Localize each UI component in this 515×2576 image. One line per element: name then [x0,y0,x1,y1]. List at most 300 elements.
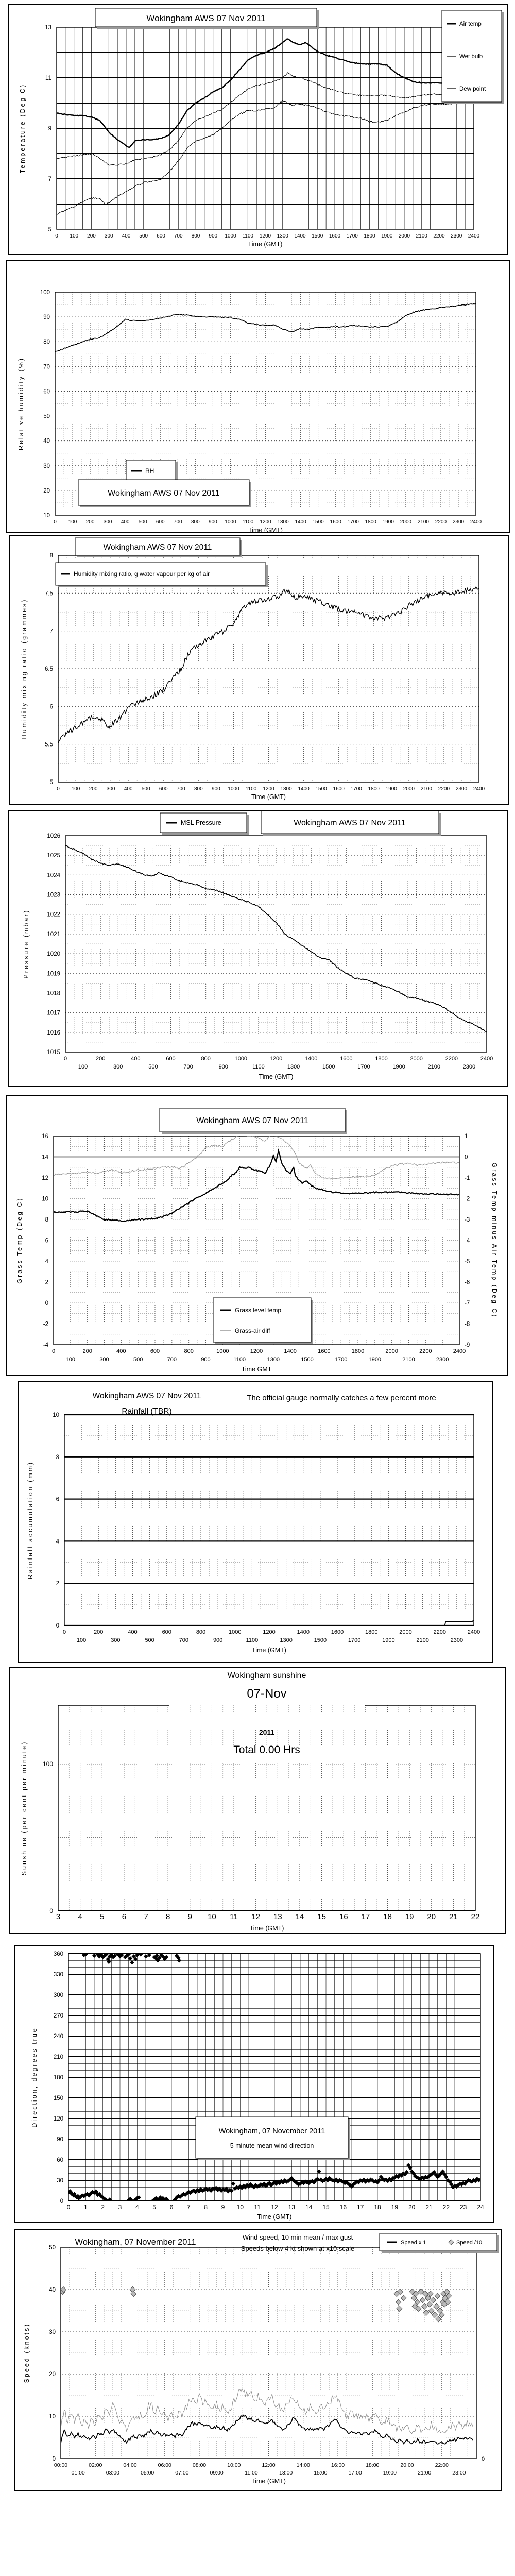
x-tick-label: 2000 [398,233,410,239]
y-tick-label: 16 [42,1133,48,1140]
x-tick-label: 4 [135,2204,139,2211]
x-tick-label: 2200 [433,1629,446,1635]
y-tick-label: -4 [43,1342,48,1348]
x-tick-label: 500 [141,786,150,792]
panel-border [8,810,508,1087]
x-tick-label: 5 [152,2204,157,2211]
y-tick-label: 1019 [47,971,60,977]
x-tick-label: 12 [271,2204,278,2211]
y-tick-label: 60 [57,2157,63,2163]
x-tick-label: 2400 [480,1056,493,1062]
x-tick-label: 0 [63,1056,67,1062]
chart-svg-wind-direction [14,1945,494,2223]
x-tick-label: 800 [191,519,200,525]
legend-label: Air temp [459,21,482,27]
legend-label: RH [145,467,154,474]
y-tick-label: 7 [49,628,53,635]
x-tick-label: 1300 [267,1357,280,1363]
x-tick-label: 2300 [452,519,465,525]
x-tick-label: 09:00 [210,2470,224,2476]
x-tick-label: 2000 [399,1629,412,1635]
chart-svg-sunshine [9,1667,506,1934]
x-tick-label: 1800 [368,786,380,792]
x-tick-label: 300 [104,233,113,239]
x-tick-label: 23 [459,2204,467,2211]
x-tick-label: 21 [449,1912,458,1921]
x-tick-label: 1800 [364,233,375,239]
y-tick-label: 1022 [47,911,60,918]
x-tick-label: 12:00 [262,2462,276,2468]
x-tick-label: 500 [145,1637,154,1643]
y2-tick-label: -8 [465,1321,470,1328]
x-tick-label: 9 [221,2204,225,2211]
y2-tick-label: -9 [465,1342,470,1348]
x-tick-label: 10 [236,2204,244,2211]
legend-label: MSL Pressure [181,819,221,826]
x-tick-label: 21:00 [417,2470,432,2476]
x-tick-label: 16 [339,2204,347,2211]
x-tick-label: 3 [118,2204,122,2211]
y-tick-label: 30 [43,463,50,469]
y-tick-label: 9 [48,126,52,132]
x-tick-label: 08:00 [192,2462,207,2468]
y-tick-label: 70 [43,364,50,370]
x-tick-label: 0 [52,1348,56,1354]
x-tick-label: 400 [124,786,133,792]
y-tick-label: 1018 [47,990,60,997]
x-tick-label: 700 [173,519,182,525]
chart-svg-grass-temp [6,1095,508,1376]
x-tick-label: 800 [201,1056,211,1062]
x-axis-title: Time (GMT) [251,793,286,801]
x-tick-label: 700 [176,786,185,792]
chart-svg-relative-humidity [6,260,510,533]
chart-title: Wokingham, 07 November 2011 [75,2238,196,2247]
x-tick-label: 1700 [346,233,358,239]
x-tick-label: 18 [374,2204,381,2211]
x-tick-label: 06:00 [158,2462,171,2468]
y-tick-label: 7.5 [45,590,53,597]
x-tick-label: 1700 [348,1637,361,1643]
x-tick-label: 1600 [333,786,345,792]
x-tick-label: 1800 [375,1056,388,1062]
x-tick-label: 0 [54,519,57,525]
panel-border [8,5,508,255]
y-tick-label: 80 [43,339,50,346]
x-tick-label: 1700 [334,1357,348,1363]
x-tick-label: 1200 [263,786,274,792]
x-tick-label: 2000 [410,1056,423,1062]
x-tick-label: 1000 [228,786,239,792]
x-tick-label: 1200 [259,233,271,239]
x-tick-label: 8 [165,1912,170,1921]
y-tick-label: 8 [56,1454,59,1461]
legend-label: Speed /10 [456,2240,483,2246]
chart-panel-relative-humidity [6,260,510,536]
y-tick-label: 60 [43,388,50,395]
x-tick-label: 0 [55,233,58,239]
y-tick-label: 6 [49,704,53,710]
x-tick-label: 1300 [277,519,289,525]
x-tick-label: 1100 [252,1064,265,1070]
x-tick-label: 200 [89,786,98,792]
x-tick-label: 2200 [435,519,447,525]
y-tick-label: 7 [48,176,52,182]
x-tick-label: 21 [425,2204,433,2211]
x-tick-label: 2 [101,2204,105,2211]
chart-svg-wind-speed [14,2229,502,2491]
x-tick-label: 1000 [225,519,236,525]
x-tick-label: 1000 [225,233,236,239]
chart-title: Wokingham AWS 07 Nov 2011 [196,1116,308,1125]
y-tick-label: 1020 [47,951,60,958]
x-tick-label: 300 [106,786,115,792]
panel-border [15,2230,502,2490]
y-tick-label: 1025 [47,853,60,859]
x-tick-label: 100 [76,1637,87,1643]
chart-title: Wokingham AWS 07 Nov 2011 [103,543,212,552]
x-tick-label: 19:00 [383,2470,397,2476]
x-tick-label: 1100 [233,1357,246,1363]
y-axis-title: Sunshine (per cent per minute) [21,1740,28,1876]
y-tick-label: 2 [56,1581,59,1587]
x-tick-label: 900 [201,1357,211,1363]
y-axis-title: Humidity mixing ratio (grammes) [21,598,28,739]
y-tick-label: 360 [53,1951,63,1957]
x-tick-label: 22 [442,2204,450,2211]
x-tick-label: 2100 [417,519,429,525]
x-tick-label: 900 [209,519,217,525]
x-tick-label: 1700 [350,786,362,792]
chart-panel-wind-speed [14,2229,502,2494]
x-tick-label: 11 [230,1912,238,1921]
y2-tick-label: -5 [465,1259,470,1265]
y-tick-label: 1015 [47,1049,60,1056]
chart-svg-pressure [8,810,508,1087]
y-tick-label: 6 [45,1238,48,1244]
x-tick-label: 22 [471,1912,480,1921]
y-tick-label: 40 [43,438,50,445]
x-tick-label: 600 [156,519,165,525]
x-tick-label: 300 [99,1357,109,1363]
x-axis-title: Time (GMT) [248,241,283,248]
x-tick-label: 15 [322,2204,330,2211]
x-tick-label: 1200 [263,1629,276,1635]
y-tick-label: 50 [49,2245,56,2251]
x-tick-label: 700 [179,1637,189,1643]
x-tick-label: 14 [295,1912,304,1921]
x-tick-label: 2400 [467,1629,480,1635]
y-tick-label: 10 [49,2414,56,2420]
x-tick-label: 1600 [340,1056,353,1062]
y-tick-label: 20 [49,2371,56,2378]
x-tick-label: 7 [144,1912,148,1921]
y-tick-label: 5 [49,779,53,786]
x-tick-label: 17:00 [348,2470,362,2476]
y-tick-label: 6 [56,1496,59,1503]
x-tick-label: 8 [204,2204,208,2211]
x-tick-label: 2300 [462,1064,476,1070]
x-tick-label: 2100 [416,233,427,239]
x-tick-label: 04:00 [123,2462,137,2468]
chart-title: Wokingham AWS 07 Nov 2011 [92,1392,201,1400]
title-box [196,2117,348,2158]
chart-svg-mixing-ratio [9,535,509,805]
x-tick-label: 1600 [318,1348,331,1354]
x-tick-label: 2200 [419,1348,432,1354]
y-tick-label: 10 [43,513,50,519]
x-tick-label: 2100 [416,1637,429,1643]
x-tick-label: 13 [288,2204,296,2211]
legend-label: Dew point [459,86,486,92]
x-tick-label: 800 [191,233,200,239]
x-tick-label: 01:00 [71,2470,85,2476]
x-tick-label: 1900 [385,786,397,792]
legend-label: Grass level temp [235,1307,282,1314]
legend-box [213,1298,311,1342]
chart-total: Total 0.00 Hrs [233,1744,300,1756]
y2-tick-label: -2 [465,1196,470,1202]
y2-tick-label: 0 [465,1154,468,1161]
y-tick-label: 150 [53,2095,63,2102]
y-tick-label: 210 [53,2054,63,2060]
x-tick-label: 400 [121,519,130,525]
y2-tick-label: -1 [465,1175,470,1181]
y-tick-label: 20 [43,487,50,494]
y-tick-label: 100 [40,290,50,296]
x-tick-label: 05:00 [140,2470,154,2476]
x-tick-label: 2000 [400,519,411,525]
x-tick-label: 800 [196,1629,206,1635]
x-tick-label: 1400 [297,1629,310,1635]
y-axis-title: Relative humidity (%) [18,357,25,451]
x-tick-label: 1900 [392,1064,405,1070]
x-tick-label: 900 [218,1064,228,1070]
x-tick-label: 2400 [473,786,485,792]
y-axis-title: Pressure (mbar) [23,909,30,979]
x-tick-label: 600 [159,786,168,792]
x-tick-label: 0 [66,2204,71,2211]
x-tick-label: 1 [83,2204,88,2211]
x-tick-label: 700 [167,1357,177,1363]
y-tick-label: 1016 [47,1029,60,1036]
x-tick-label: 1000 [234,1056,248,1062]
x-tick-label: 1400 [298,786,310,792]
x-tick-label: 1100 [242,233,254,239]
x-tick-label: 1200 [250,1348,263,1354]
x-tick-label: 12 [251,1912,261,1921]
x-tick-label: 500 [148,1064,158,1070]
x-tick-label: 1600 [331,1629,344,1635]
y-tick-label: 10 [42,1196,48,1202]
x-tick-label: 19 [391,2204,399,2211]
y-axis-title: Rainfall accumulation (mm) [27,1461,34,1580]
chart-note: The official gauge normally catches a few percent more [247,1394,436,1402]
x-tick-label: 6 [122,1912,127,1921]
x-tick-label: 500 [138,519,147,525]
y-tick-label: 1017 [47,1010,60,1016]
y-tick-label: 270 [53,2013,63,2019]
panel-border [15,1945,494,2223]
x-tick-label: 200 [94,1629,104,1635]
y-tick-label: 120 [53,2116,63,2122]
panel-border [19,1381,492,1663]
y-tick-label: -2 [43,1321,48,1328]
x-tick-label: 16 [339,1912,348,1921]
x-tick-label: 00:00 [54,2462,68,2468]
x-axis-title: Time GMT [241,1366,272,1373]
x-tick-label: 1500 [314,1637,327,1643]
y-axis-title: Speed (knots) [23,2323,30,2383]
x-tick-label: 3 [56,1912,61,1921]
x-tick-label: 200 [82,1348,92,1354]
y-tick-label: 90 [57,2137,63,2143]
y-tick-label: 30 [49,2329,56,2335]
chart-panel-pressure [8,810,508,1090]
y-tick-label: 0 [45,1300,48,1307]
x-axis-title: Time (GMT) [252,1647,286,1654]
y-tick-label: 14 [42,1154,48,1161]
x-tick-label: 1300 [280,1637,293,1643]
x-tick-label: 2000 [403,786,415,792]
x-tick-label: 18 [383,1912,392,1921]
y-tick-label: 0 [52,2456,56,2462]
legend-label: Humidity mixing ratio, g water vapour per kg of air [74,570,210,578]
x-tick-label: 19 [405,1912,414,1921]
x-tick-label: 1100 [245,786,257,792]
chart-subtitle: 5 minute mean wind direction [230,2142,314,2149]
x-tick-label: 2200 [433,233,445,239]
x-tick-label: 1000 [229,1629,242,1635]
y-tick-label: 1021 [47,931,60,938]
x-tick-label: 5 [100,1912,105,1921]
x-tick-label: 400 [131,1056,141,1062]
y-tick-label: 13 [45,25,52,31]
x-tick-label: 07:00 [175,2470,189,2476]
x-tick-label: 24 [477,2204,484,2211]
chart-panel-mixing-ratio [9,535,509,808]
x-tick-label: 13:00 [279,2470,293,2476]
x-tick-label: 20 [408,2204,416,2211]
y-tick-label: 1026 [47,833,60,839]
x-tick-label: 1400 [304,1056,318,1062]
x-tick-label: 1400 [294,233,306,239]
y-tick-label: 40 [49,2287,56,2293]
x-tick-label: 1100 [246,1637,259,1643]
legend-label: Grass-air diff [235,1327,270,1334]
x-tick-label: 1400 [295,519,306,525]
chart-panel-temperature [8,4,508,258]
y-tick-label: 240 [53,2033,63,2040]
y-tick-label: 4 [56,1538,59,1545]
x-tick-label: 300 [111,1637,121,1643]
y-axis-title: Direction, degrees true [31,2027,38,2128]
x-tick-label: 14:00 [296,2462,310,2468]
x-tick-label: 15 [317,1912,326,1921]
x-tick-label: 600 [157,233,165,239]
x-tick-label: 2200 [438,786,450,792]
x-tick-label: 7 [186,2204,191,2211]
x-tick-label: 10 [208,1912,216,1921]
x-tick-label: 2100 [402,1357,415,1363]
x-tick-label: 200 [95,1056,106,1062]
x-tick-label: 2100 [427,1064,440,1070]
x-tick-label: 22:00 [435,2462,449,2468]
x-tick-label: 9 [187,1912,192,1921]
x-tick-label: 1700 [347,519,359,525]
x-tick-label: 02:00 [89,2462,102,2468]
chart-panel-grass-temp [6,1095,508,1378]
x-tick-label: 1300 [287,1064,300,1070]
y-tick-label: 180 [53,2075,63,2081]
x-tick-label: 1500 [312,233,323,239]
y2-axis-title: Grass Temp minus Air Temp (Deg C) [491,1162,498,1318]
y-tick-label: 5.5 [45,741,53,748]
x-tick-label: 0 [57,786,60,792]
x-tick-label: 1900 [381,233,393,239]
y-tick-label: 4 [45,1259,48,1265]
x-tick-label: 2400 [468,233,480,239]
x-tick-label: 0 [62,1629,66,1635]
x-tick-label: 100 [71,786,80,792]
x-tick-label: 17 [356,2204,364,2211]
y-tick-label: 0 [49,1907,53,1914]
legend-label: Wet bulb [459,54,483,60]
x-tick-label: 1600 [329,233,341,239]
y-tick-label: 6.5 [45,666,53,672]
x-tick-label: 900 [209,233,218,239]
x-tick-label: 1900 [382,1637,395,1643]
y-tick-label: 11 [45,75,52,81]
chart-note: Wind speed, 10 min mean / max gust [242,2233,353,2241]
x-tick-label: 600 [166,1056,176,1062]
y-tick-label: 8 [45,1217,48,1223]
y-tick-label: 1024 [47,872,60,879]
y-tick-label: 300 [53,1992,63,1998]
x-tick-label: 900 [212,786,220,792]
x-tick-label: 2200 [445,1056,458,1062]
x-tick-label: 1200 [260,519,271,525]
legend-label: Speed x 1 [401,2240,426,2246]
y-axis-title: Grass Temp (Deg C) [16,1197,23,1284]
x-tick-label: 300 [103,519,112,525]
y-tick-label: 90 [43,314,50,321]
x-tick-label: 1000 [216,1348,229,1354]
chart-panel-rainfall [18,1381,493,1666]
y-tick-label: 2 [45,1279,48,1286]
y2-tick-label: -7 [465,1300,470,1307]
chart-year: 2011 [259,1728,275,1736]
x-tick-label: 800 [184,1348,194,1354]
x-tick-label: 2300 [450,1637,464,1643]
x-axis-title: Time (GMT) [257,2213,292,2221]
x-tick-label: 15:00 [314,2470,328,2476]
chart-title: Wokingham, 07 November 2011 [218,2127,325,2136]
x-tick-label: 17 [361,1912,370,1921]
x-tick-label: 1800 [365,1629,378,1635]
y-tick-label: 330 [53,1972,63,1978]
x-tick-label: 2300 [455,786,468,792]
x-tick-label: 2400 [470,519,482,525]
x-tick-label: 1700 [357,1064,370,1070]
y2-tick-label: 0 [482,2456,485,2462]
x-tick-label: 1200 [269,1056,283,1062]
y-tick-label: 100 [42,1760,53,1768]
x-tick-label: 20:00 [400,2462,414,2468]
x-tick-label: 2400 [453,1348,466,1354]
y2-tick-label: -3 [465,1217,470,1223]
chart-svg-temperature [8,4,508,255]
